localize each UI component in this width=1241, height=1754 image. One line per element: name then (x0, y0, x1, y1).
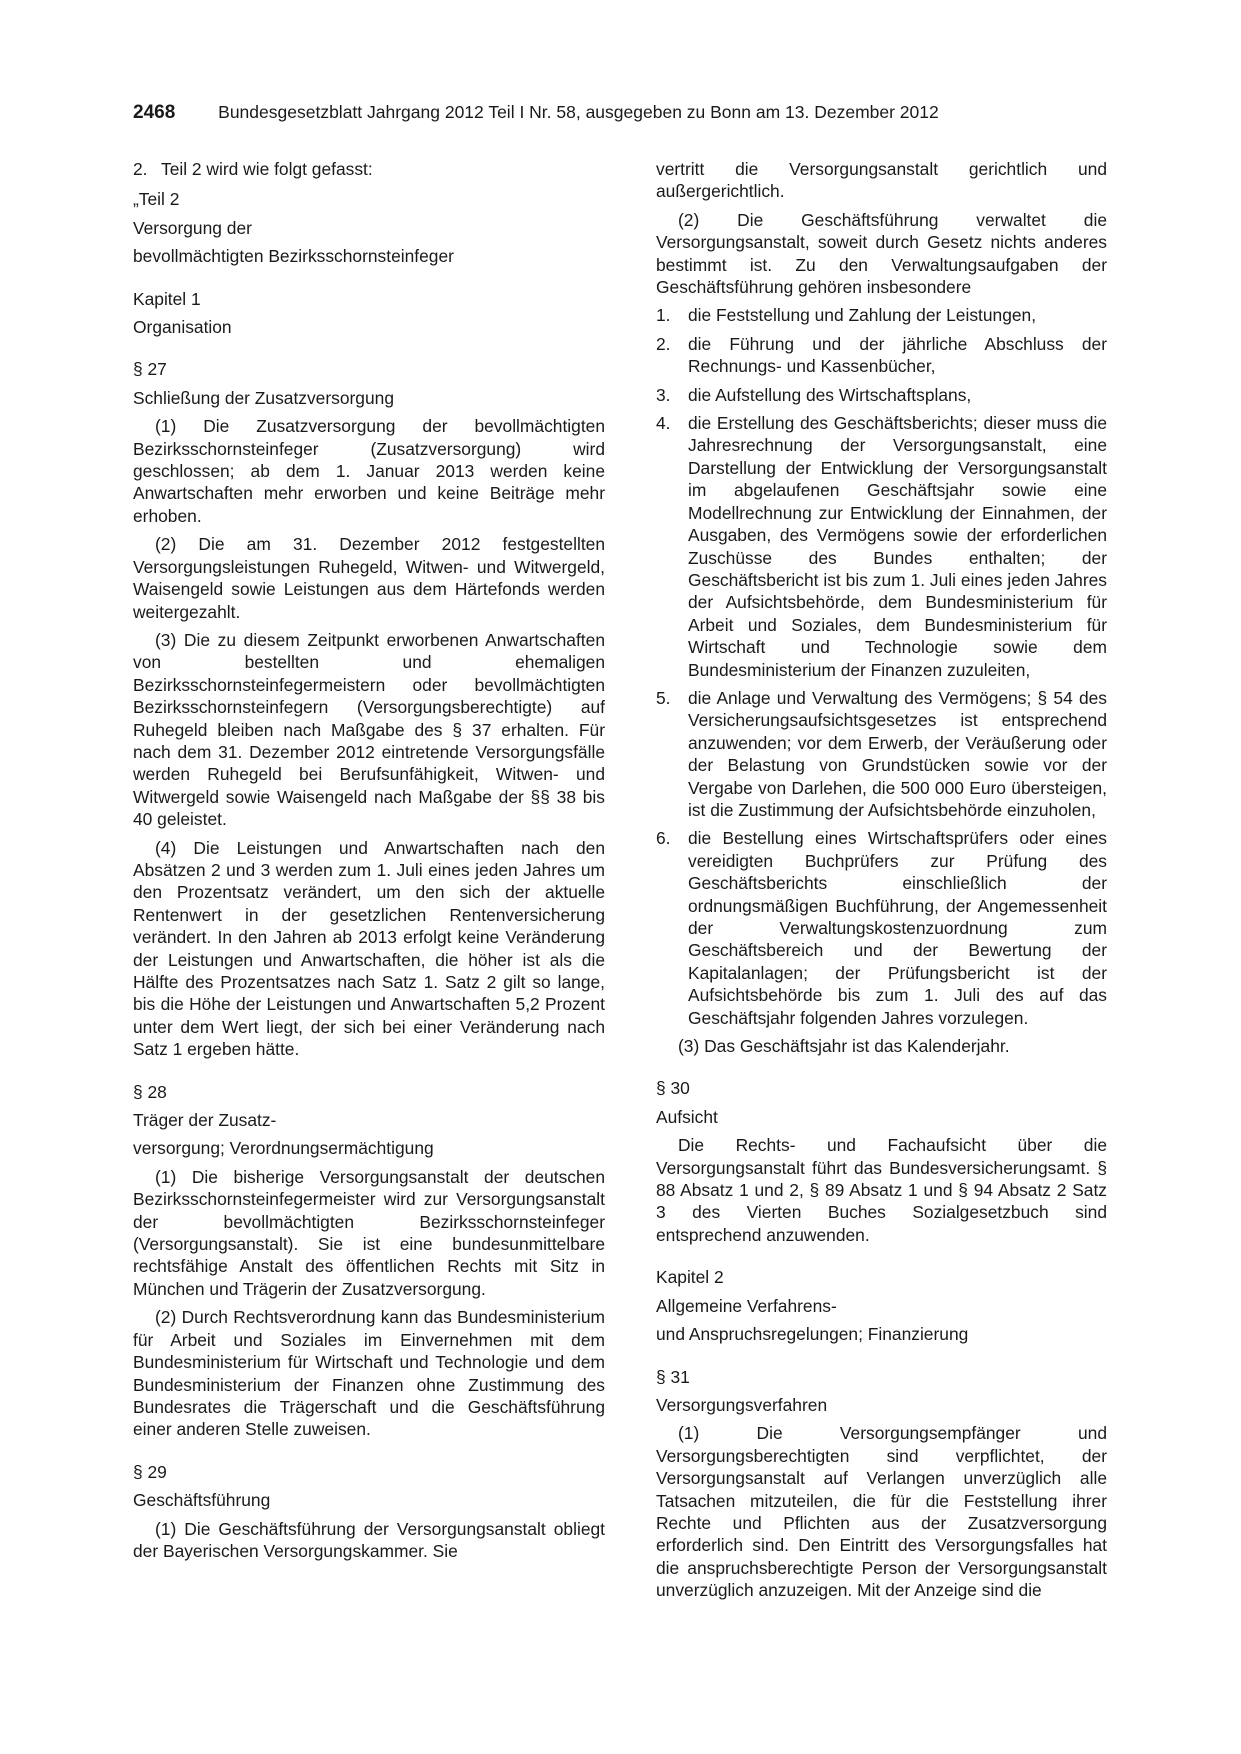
list-item (656, 304, 1107, 326)
paragraph-continuation: vertritt die Versorgungsanstalt gerichtlich und außergerichtlich. (656, 159, 1107, 202)
section-title: Versorgungsverfahren (656, 1394, 828, 1415)
left-column (133, 158, 605, 1568)
paragraph: Die Rechts- und Fachaufsicht über die Versorgungsanstalt führt das Bundesversicherungsamt. § 88 Absatz 1 und 2, § 89 Absatz 1 und § 94 Absatz 2 Satz 3 des Vierten Buches Sozialgesetzbuch sind entsprechend anzuwenden. (656, 1135, 1107, 1245)
section-title-line-1: Träger der Zusatz- (133, 1110, 277, 1131)
section-number: § 27 (133, 359, 167, 380)
chapter-heading: Kapitel 1 (133, 288, 201, 309)
running-header (133, 100, 1113, 125)
paragraph: (1) Die Versorgungsempfänger und Versorgungsberechtigten sind verpflichtet, der Versorgungsanstalt auf Verlangen unverzüglich alle Tatsachen mitzuteilen, die für die Feststellung ihrer Rechte und Pflichten aus der Zusatzversorgung erforderlich sind. Den Eintritt des Versorgungsfalles hat die anspruchsberechtigte Person der Versorgungsanstalt unverzüglich anzuzeigen. Mit der Anzeige sind die (656, 1423, 1107, 1601)
chapter-title: Organisation (133, 317, 232, 338)
page-number: 2468 (133, 102, 176, 123)
item-number: 3. (656, 384, 671, 405)
paragraph: (2) Die Geschäftsführung verwaltet die Versorgungsanstalt, soweit durch Gesetz nichts anderes bestimmt ist. Zu den Verwaltungsaufgaben der Geschäftsführung gehören insbesondere (656, 209, 1107, 298)
list-item (656, 412, 1107, 681)
paragraph: (3) Die zu diesem Zeitpunkt erworbenen Anwartschaften von bestellten und ehemaligen Bezirksschornsteinfegermeistern oder bevollmächtigten Bezirksschornsteinfegern (Versorgungsberechtigte) auf Ruhegeld bleiben nach Maßgabe des § 37 erhalten. Für nach dem 31. Dezember 2012 eintretende Versorgungsfälle werden Ruhegeld bei Berufsunfähigkeit, Witwen- und Witwergeld sowie Waisengeld nach Maßgabe der §§ 38 bis 40 geleistet. (133, 629, 605, 830)
amendment-item (133, 158, 605, 180)
list-item (656, 687, 1107, 821)
item-number: 2. (133, 159, 148, 179)
item-text: Teil 2 wird wie folgt gefasst: (161, 159, 373, 179)
section-title: Schließung der Zusatzversorgung (133, 387, 394, 408)
item-text: die Bestellung eines Wirtschaftsprüfers oder eines vereidigten Buchprüfers zur Prüfung des Geschäftsberichts einschließlich der ordnungsmäßigen Buchführung, der Angemessenheit der Verwaltungskostenzuordnung zum Geschäftsbereich und der Bewertung der Kapitalanlagen; der Prüfungsbericht ist der Aufsichtsbehörde bis zum 1. Juli des auf das Geschäftsjahr folgenden Jahres vorzulegen. (688, 828, 1107, 1028)
section-title: Geschäftsführung (133, 1490, 271, 1511)
part-title-line-2: bevollmächtigten Bezirksschornsteinfeger (133, 246, 454, 267)
list-item (656, 333, 1107, 378)
section-number: § 28 (133, 1081, 167, 1102)
paragraph: (1) Die bisherige Versorgungsanstalt der deutschen Bezirksschornsteinfegermeister wird zur Versorgungsanstalt der bevollmächtigten Bezirksschornsteinfeger (Versorgungsanstalt). Sie ist eine bundesunmittelbare rechtsfähige Anstalt des öffentlichen Rechts mit Sitz in München und Trägerin der Zusatzversorgung. (133, 1166, 605, 1299)
paragraph: (1) Die Zusatzversorgung der bevollmächtigten Bezirksschornsteinfeger (Zusatzversorgung) wird geschlossen; ab dem 1. Januar 2013 werden keine Anwartschaften mehr erworben und keine Beiträge mehr erhoben. (133, 416, 605, 526)
section-number: § 30 (656, 1078, 690, 1099)
part-title-line-1: Versorgung der (133, 217, 252, 238)
list-item (656, 384, 1107, 406)
part-heading: „Teil 2 (133, 189, 180, 210)
item-text: die Anlage und Verwaltung des Vermögens; § 54 des Versicherungsaufsichtsgesetzes ist entsprechend anzuwenden; vor dem Erwerb, der Veräußerung oder der Belastung von Grundstücken sowie vor der Vergabe von Darlehen, die 500 000 Euro übersteigen, ist die Zustimmung der Aufsichtsbehörde einzuholen, (688, 687, 1107, 820)
section-title: Aufsicht (656, 1106, 718, 1127)
paragraph: (2) Durch Rechtsverordnung kann das Bundesministerium für Arbeit und Soziales im Einvernehmen mit dem Bundesministerium für Wirtschaft und Technologie und dem Bundesministerium der Finanzen ohne Zustimmung des Bundesrates die Trägerschaft und die Geschäftsführung einer anderen Stelle zuweisen. (133, 1307, 605, 1440)
paragraph: (4) Die Leistungen und Anwartschaften nach den Absätzen 2 und 3 werden zum 1. Juli eines jeden Jahres um den Prozentsatz verändert, um den sich der aktuelle Rentenwert in der gesetzlichen Rentenversicherung verändert. In den Jahren ab 2013 erfolgt keine Veränderung der Leistungen und Anwartschaften, die höher ist als die Hälfte des Prozentsatzes nach Satz 1. Satz 2 gilt so lange, bis die Höhe der Leistungen und Anwartschaften 5,2 Prozent unter dem Wert liegt, der sich bei einer Veränderung nach Satz 1 ergeben hätte. (133, 837, 605, 1060)
item-text: die Erstellung des Geschäftsberichts; dieser muss die Jahresrechnung der Versorgungsanstalt, eine Darstellung der Entwicklung der Versorgungsanstalt im abgelaufenen Geschäftsjahr sowie eine Modellrechnung zur Entwicklung der Einnahmen, der Ausgaben, des Vermögens sowie der erforderlichen Zuschüsse des Bundes enthalten; der Geschäftsbericht ist bis zum 1. Juli eines jeden Jahres der Aufsichtsbehörde, dem Bundesministerium für Arbeit und Soziales, dem Bundesministerium für Wirtschaft und Technologie sowie dem Bundesministerium der Finanzen zuzuleiten, (688, 413, 1107, 680)
chapter-title-line-1: Allgemeine Verfahrens- (656, 1295, 837, 1316)
right-column (656, 158, 1107, 1608)
item-number: 5. (656, 687, 671, 708)
paragraph: (3) Das Geschäftsjahr ist das Kalenderjahr. (678, 1036, 1010, 1057)
item-number: 4. (656, 413, 671, 434)
chapter-title-line-2: und Anspruchsregelungen; Finanzierung (656, 1324, 969, 1345)
item-text: die Führung und der jährliche Abschluss der Rechnungs- und Kassenbücher, (688, 333, 1107, 377)
paragraph: (2) Die am 31. Dezember 2012 festgestellten Versorgungsleistungen Ruhegeld, Witwen- und Witwergeld, Waisengeld sowie Leistungen aus dem Härtefonds werden weitergezahlt. (133, 534, 605, 622)
item-number: 1. (656, 305, 671, 326)
paragraph: (1) Die Geschäftsführung der Versorgungsanstalt obliegt der Bayerischen Versorgungskammer. Sie (133, 1518, 605, 1561)
section-number: § 29 (133, 1461, 167, 1482)
item-number: 2. (656, 333, 671, 354)
list-item (656, 827, 1107, 1029)
item-number: 6. (656, 828, 671, 849)
section-title-line-2: versorgung; Verordnungsermächtigung (133, 1138, 434, 1159)
chapter-heading: Kapitel 2 (656, 1267, 724, 1288)
section-number: § 31 (656, 1366, 690, 1387)
running-title: Bundesgesetzblatt Jahrgang 2012 Teil I Nr. 58, ausgegeben zu Bonn am 13. Dezember 2012 (218, 102, 939, 122)
item-text: die Aufstellung des Wirtschaftsplans, (688, 384, 972, 405)
item-text: die Feststellung und Zahlung der Leistungen, (688, 305, 1037, 326)
